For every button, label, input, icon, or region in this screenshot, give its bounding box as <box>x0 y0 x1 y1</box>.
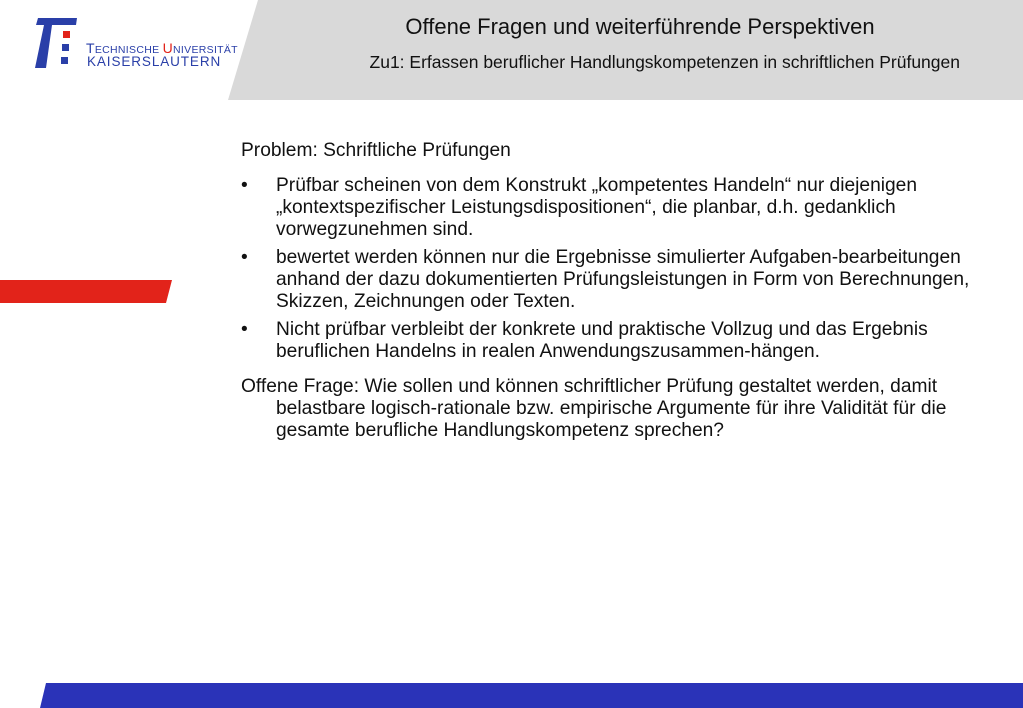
bullet-icon: • <box>241 319 248 340</box>
bullet-text: Nicht prüfbar verbleibt der konkrete und praktische Vollzug und das Ergebnis beruflichen Handelns in realen Anwendungszusammen-hängen. <box>276 319 928 362</box>
red-accent-bar <box>0 280 175 304</box>
bullet-icon: • <box>241 175 248 196</box>
slide-content <box>241 140 1001 442</box>
logo-text-line1: TECHNISCHE UNIVERSITÄT <box>86 40 238 56</box>
list-item <box>241 247 1001 313</box>
university-logo <box>30 16 238 72</box>
list-item <box>241 175 1001 241</box>
bullet-icon: • <box>241 247 248 268</box>
slide-title: Offene Fragen und weiterführende Perspektiven <box>405 14 875 39</box>
logo-mark-icon <box>30 16 80 72</box>
open-question: Offene Frage: Wie sollen und können schriftlicher Prüfung gestaltet werden, damit belastbare logisch-rationale bzw. empirische Argumente für ihre Validität für die gesamte berufliche Handlungskompetenz sprechen? <box>241 376 947 441</box>
list-item <box>241 319 1001 363</box>
blue-footer-bar <box>0 683 1023 708</box>
bullet-text: bewertet werden können nur die Ergebnisse simulierter Aufgaben-bearbeitungen anhand der dazu dokumentierten Prüfungsleistungen in Form von Berechnungen, Skizzen, Zeichnungen oder Texten. <box>276 247 970 312</box>
bullet-list <box>241 175 1001 363</box>
logo-text-line2: KAISERSLAUTERN <box>87 54 222 69</box>
bullet-text: Prüfbar scheinen von dem Konstrukt „kompetentes Handeln“ nur diejenigen „kontextspezifischer Leistungsdispositionen“, die planbar, d.h. gedanklich vorwegzunehmen sind. <box>276 175 918 240</box>
problem-heading: Problem: Schriftliche Prüfungen <box>241 140 511 161</box>
slide-subtitle: Zu1: Erfassen beruflicher Handlungskompetenzen in schriftlichen Prüfungen <box>369 52 960 72</box>
